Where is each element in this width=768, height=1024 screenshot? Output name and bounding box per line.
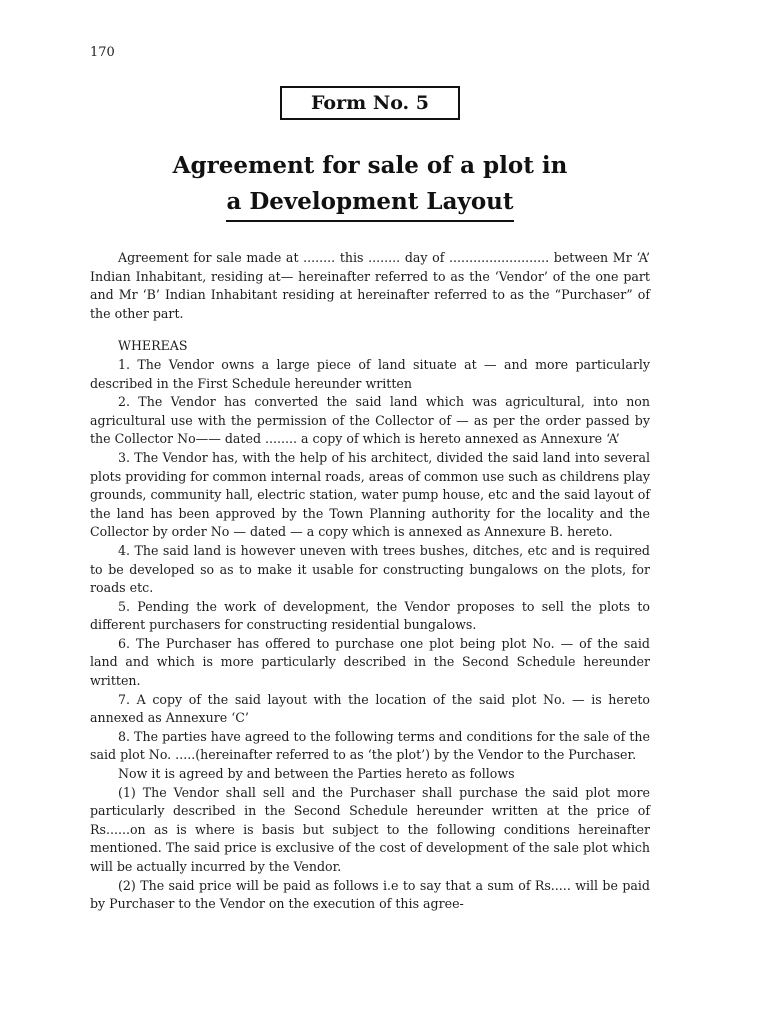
- page-number: 170: [90, 45, 115, 60]
- agreement-intro: Now it is agreed by and between the Parties hereto as follows: [118, 766, 515, 782]
- recital-7: 7. A copy of the said layout with the location of the said plot No. — is hereto annexed as Annexure ‘C’: [90, 691, 650, 726]
- recital-1: 1. The Vendor owns a large piece of land situate at — and more particularly described in the First Schedule hereunder written: [90, 356, 650, 391]
- recital-8: 8. The parties have agreed to the following terms and conditions for the sale of the said plot No. .....(hereinafter referred to as ‘the plot’) by the Vendor to the Purchaser.: [90, 728, 650, 763]
- document-title: [90, 148, 650, 222]
- whereas-heading: WHEREAS: [118, 338, 188, 354]
- recital-5: 5. Pending the work of development, the Vendor proposes to sell the plots to different purchasers for constructing residential bungalows.: [90, 598, 650, 633]
- form-number-box: Form No. 5: [280, 86, 460, 120]
- recital-6: 6. The Purchaser has offered to purchase one plot being plot No. — of the said land and which is more particularly described in the Second Schedule hereunder written.: [90, 635, 650, 689]
- intro-paragraph: Agreement for sale made at ........ this ........ day of ......................... between Mr ‘A’ Indian Inhabitant, residing at— hereinafter referred to as the ‘Vendor’ of the one part and Mr ‘B’ Indian Inhabitant residing at hereinafter referred to as the “Purchaser” of the other part.: [90, 250, 650, 321]
- recital-4: 4. The said land is however uneven with trees bushes, ditches, etc and is required to be developed so as to make it usable for constructing bungalows on the plots, for roads etc.: [90, 542, 650, 596]
- agreement-body: [90, 249, 650, 914]
- clause-2: (2) The said price will be paid as follows i.e to say that a sum of Rs..... will be paid by Purchaser to the Vendor on the execution of this agree-: [90, 877, 650, 912]
- title-line-1: Agreement for sale of a plot in: [172, 152, 568, 179]
- title-line-2: a Development Layout: [226, 186, 513, 222]
- recital-2: 2. The Vendor has converted the said land which was agricultural, into non agricultural use with the permission of the Collector of — as per the order passed by the Collector No—— dated ........ a copy of which is hereto annexed as Annexure ‘A’: [90, 394, 650, 447]
- clause-1: (1) The Vendor shall sell and the Purchaser shall purchase the said plot more particularly described in the Second Schedule hereunder written at the price of Rs......on as is where is basis but subject to the following conditions hereinafter mentioned. The said price is exclusive of the cost of development of the sale plot which will be actually incurred by the Vendor.: [90, 784, 650, 874]
- recital-3: 3. The Vendor has, with the help of his architect, divided the said land into several plots providing for common internal roads, areas of common use such as childrens play grounds, community hall, electric station, water pump house, etc and the said layout of the land has been approved by the Town Planning authority for the locality and the Collector by order No — dated — a copy which is annexed as Annexure B. hereto.: [90, 449, 650, 540]
